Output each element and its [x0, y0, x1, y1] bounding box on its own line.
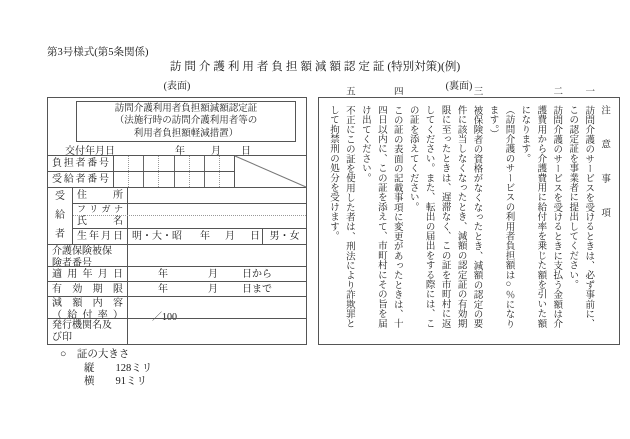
apply-year-label: 年 [158, 268, 168, 280]
note-number-2: 二 [551, 86, 562, 96]
expiry-date-row [48, 281, 306, 296]
number-rows-block [48, 155, 306, 187]
birth-day-label: 日 [250, 231, 260, 242]
name-row [73, 215, 306, 228]
birth-month-label: 月 [225, 231, 235, 242]
address-row [73, 188, 306, 203]
issuer-label-line1: 発行機関名及 [52, 320, 112, 331]
issuer-row [48, 318, 306, 344]
expiry-year-label: 年 [158, 283, 168, 295]
number-cell [128, 156, 143, 171]
back-column [318, 80, 610, 345]
size-note [60, 348, 152, 389]
number-cell [174, 156, 189, 171]
address-label: 住所 [73, 188, 128, 203]
number-cell [189, 156, 204, 171]
recipient-sub-rows [73, 188, 306, 244]
cert-title-line1: 訪問介護利用者負担額減額認定証 [114, 104, 258, 114]
certificate-front-table [47, 97, 307, 345]
number-cell [158, 156, 173, 171]
note-item-1 [563, 86, 595, 337]
issue-day-label: 日 [241, 146, 251, 158]
cert-title-line2: （法施行時の訪問介護利用者等の [114, 116, 258, 127]
size-note-height: 縦 128ミリ [84, 362, 153, 374]
recipient-char-3: 者 [55, 229, 65, 240]
expiry-date-field [128, 282, 306, 296]
back-face-label: (裏面) [445, 81, 473, 92]
gender-cell: 男・女 [262, 229, 306, 244]
number-cell [143, 172, 158, 187]
certificate-header [48, 98, 306, 158]
number-cell [143, 156, 158, 171]
note-text-3: 被保険者の資格がなくなったとき、減額の認定の要件に該当しなくなったとき、減額の認定証の有効期限に至ったときは、遅滞なく、この証を市町村に返してください。また、転出の届出をする際には、この証を添えてください。 [407, 105, 482, 329]
size-note-width: 横 91ミリ [84, 376, 147, 388]
number-cell [189, 172, 204, 187]
reduction-rate-label [48, 297, 128, 321]
recipient-number-row [48, 171, 234, 187]
note-text-5: 不正にこの証を使用した者は、刑法により詐欺罪として拘禁刑の処分を受けます。 [327, 105, 354, 329]
recipient-char-1: 受 [55, 191, 65, 202]
reduction-rate-row [48, 296, 306, 323]
birth-year-label: 年 [200, 231, 210, 242]
reduction-rate-value: ／100 [152, 312, 177, 323]
note-item-4 [356, 86, 404, 337]
issuer-field [128, 319, 306, 344]
number-cell [114, 156, 128, 171]
issue-month-label: 月 [211, 146, 221, 158]
panels [47, 80, 610, 345]
document-title [0, 58, 630, 74]
note-number-3: 三 [471, 86, 482, 96]
payer-number-row [48, 156, 234, 171]
name-field [128, 216, 306, 228]
number-cell [174, 172, 189, 187]
issue-date-label: 交付年月日 [65, 146, 115, 158]
issuer-label-line2: び印 [52, 331, 72, 343]
insurance-number-field [128, 245, 306, 266]
recipient-char-2: 給 [55, 210, 65, 221]
recipient-group [48, 187, 306, 244]
apply-date-row [48, 266, 306, 281]
birthdate-row [73, 228, 306, 244]
number-rows [48, 156, 234, 187]
reduction-label-line2: （給付率） [52, 309, 123, 321]
number-cell [204, 172, 219, 187]
payer-number-label: 負担者番号 [48, 156, 114, 171]
address-field [128, 188, 306, 203]
recipient-group-label [48, 188, 73, 244]
era-options: 明・大・昭 [132, 231, 182, 242]
recipient-number-cells [114, 172, 234, 187]
insurance-number-label [48, 245, 128, 269]
apply-date-field [128, 267, 306, 281]
front-face-label: (表面) [163, 81, 191, 92]
number-cell [158, 172, 173, 187]
furigana-field [128, 204, 306, 215]
note-number-4: 四 [391, 86, 402, 96]
insurance-number-row [48, 244, 306, 269]
furigana-label: フリガナ [73, 204, 128, 215]
front-column [47, 80, 307, 345]
number-cell [114, 172, 128, 187]
recipient-number-label: 受給者番号 [48, 172, 114, 187]
reduction-label-line1: 減額内容 [52, 298, 123, 309]
note-item-2-parenthetical: （訪問介護のサービスの利用者負担額は○％になります。） [487, 105, 514, 329]
note-number-1: 一 [583, 86, 594, 96]
expiry-day-label: 日まで [242, 283, 272, 295]
expiry-date-label: 有効期限 [48, 282, 128, 296]
note-item-2 [515, 86, 563, 337]
apply-date-label: 適用年月日 [48, 267, 128, 281]
note-text-4: この証の表面の記載事項に変更があったときは、十四日以内に、この証を添えて、市町村にその旨を届け出てください。 [359, 105, 402, 329]
diagonal-line [235, 156, 306, 187]
document-title-main: 訪問介護利用者負担額減額認定証 [169, 61, 388, 73]
number-cell [219, 172, 234, 187]
issuer-label [48, 319, 128, 344]
number-cell [204, 156, 219, 171]
issue-year-label: 年 [175, 146, 185, 158]
document-title-suffix: (特別対策)(例) [387, 61, 461, 73]
insurance-number-label-line2: 険者番号 [52, 257, 92, 269]
note-text-1: 訪問介護のサービスを受けるときは、必ず事前に、この認定証を事業者に提出してください。 [567, 105, 594, 329]
expiry-month-label: 月 [208, 283, 218, 295]
name-label: 氏名 [73, 216, 128, 228]
note-item-5 [324, 86, 356, 337]
apply-month-label: 月 [208, 268, 218, 280]
note-number-5: 五 [343, 86, 354, 96]
cert-title-box [76, 101, 296, 142]
notes-header: 注意事項 [599, 105, 610, 242]
size-note-title: ○ 証の大きさ [60, 349, 130, 360]
cert-title-line3: 利用者負担額軽減措置） [133, 128, 239, 139]
payer-number-cells [114, 156, 234, 171]
birthdate-label: 生年月日 [73, 229, 128, 244]
insurance-number-label-line1: 介護保険被保 [52, 246, 112, 257]
number-cell [219, 156, 234, 171]
birthdate-field [128, 229, 306, 244]
form-number: 第3号様式(第5条関係) [47, 47, 149, 58]
furigana-row [73, 203, 306, 215]
note-text-2: 訪問介護のサービスを受けるときに支払う金額は介護費用から介護費用に給付率を乗じた額を引いた額になります。 [519, 105, 562, 329]
number-cell [128, 172, 143, 187]
diagonal-strike-cell [234, 156, 306, 187]
apply-day-label: 日から [242, 268, 272, 280]
